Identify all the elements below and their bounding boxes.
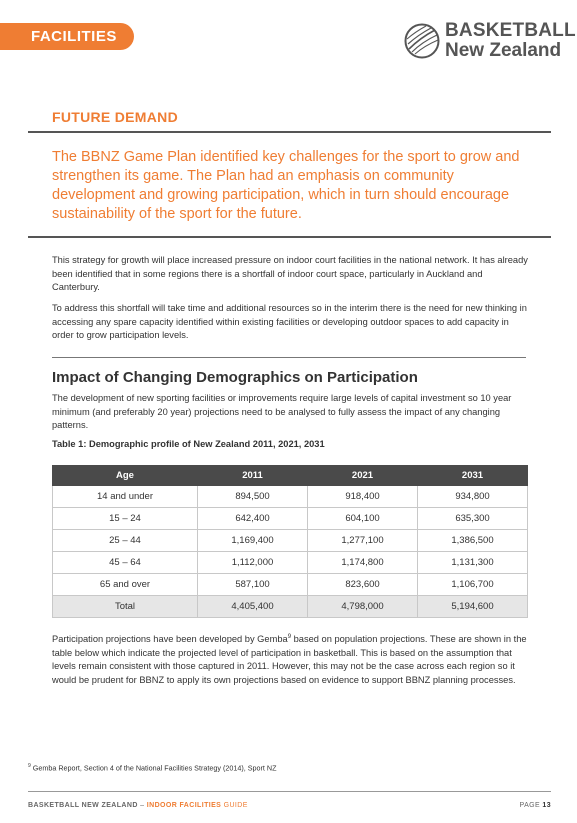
page-label: PAGE bbox=[519, 802, 543, 809]
table-caption: Table 1: Demographic profile of New Zealand 2011, 2021, 2031 bbox=[52, 439, 325, 449]
basketball-nz-logo bbox=[404, 18, 576, 66]
footnote-number: 9 bbox=[28, 763, 31, 769]
footer-org: BASKETBALL NEW ZEALAND bbox=[28, 802, 138, 809]
table-cell: 1,112,000 bbox=[198, 552, 308, 574]
header-cell: 2031 bbox=[418, 466, 528, 486]
table-cell: 15 – 24 bbox=[53, 508, 198, 530]
footnote-text: Gemba Report, Section 4 of the National Facilities Strategy (2014), Sport NZ bbox=[30, 763, 277, 773]
table-cell: 4,798,000 bbox=[308, 596, 418, 618]
subsection-body: The development of new sporting facilities or improvements require large levels of capital investment so 10 year minimum (and preferably 20 year) projections need to be analysed to fully assess the impact of any changing patterns. bbox=[52, 393, 512, 431]
table-cell: 1,169,400 bbox=[198, 530, 308, 552]
section-heading: FUTURE DEMAND bbox=[52, 109, 179, 125]
table-cell: 14 and under bbox=[53, 486, 198, 508]
table-cell: 918,400 bbox=[308, 486, 418, 508]
footer-guide: INDOOR FACILITIES bbox=[146, 802, 222, 809]
table-cell: 65 and over bbox=[53, 574, 198, 596]
table-cell: 894,500 bbox=[198, 486, 308, 508]
table-row bbox=[53, 508, 528, 530]
intro-callout: The BBNZ Game Plan identified key challenges for the sport to grow and strengthen its game. The Plan had an emphasis on community development and growing participation, which in turn should encourage sustainability of the sport for the future. bbox=[52, 149, 520, 222]
section-tab: FACILITIES bbox=[0, 23, 134, 50]
footer-rule bbox=[28, 791, 551, 792]
table-cell: 934,800 bbox=[418, 486, 528, 508]
intro-bottom-rule bbox=[28, 236, 551, 238]
table-cell: 1,106,700 bbox=[418, 574, 528, 596]
table-cell: 587,100 bbox=[198, 574, 308, 596]
table-total-row bbox=[53, 596, 528, 618]
paragraph-2: To address this shortfall will take time and additional resources so in the interim there is the need for new thinking in accessing any spare capacity identified within existing facilities or developing outdoor spaces to add capacity in order to grow participation levels. bbox=[52, 303, 527, 341]
footer-title bbox=[28, 802, 248, 809]
paragraph-1: This strategy for growth will place increased pressure on indoor court facilities in the national network. It has already been identified that in some regions there is a shortfall of indoor court space, particularly in Auckland and Canterbury. bbox=[52, 255, 528, 293]
header-cell: 2021 bbox=[308, 466, 418, 486]
table-row bbox=[53, 486, 528, 508]
table-row bbox=[53, 574, 528, 596]
demographic-table bbox=[52, 465, 528, 618]
logo-line-2: New Zealand bbox=[445, 40, 562, 61]
table-cell: 642,400 bbox=[198, 508, 308, 530]
table-row bbox=[53, 530, 528, 552]
table-row bbox=[53, 552, 528, 574]
table-cell: 1,277,100 bbox=[308, 530, 418, 552]
page-number bbox=[520, 802, 551, 809]
logo-line-1: BASKETBALL bbox=[445, 20, 576, 41]
fern-ball-icon bbox=[404, 23, 440, 59]
table-cell: Total bbox=[53, 596, 198, 618]
divider bbox=[52, 357, 526, 358]
table-cell: 4,405,400 bbox=[198, 596, 308, 618]
table-header-row bbox=[53, 466, 528, 486]
footer-separator: – bbox=[137, 802, 147, 809]
table-cell: 5,194,600 bbox=[418, 596, 528, 618]
footnote bbox=[28, 763, 276, 772]
heading-top-rule bbox=[28, 131, 551, 133]
footer-guide-suffix: GUIDE bbox=[221, 802, 248, 809]
header-cell: 2011 bbox=[198, 466, 308, 486]
table-cell: 1,386,500 bbox=[418, 530, 528, 552]
table-cell: 25 – 44 bbox=[53, 530, 198, 552]
page-number-value: 13 bbox=[542, 802, 551, 809]
table-cell: 823,600 bbox=[308, 574, 418, 596]
closing-text-end: based on population projections. These are shown in the table below which indicate the projected level of participation in basketball. This is based on the assumption that levels remain consistent with those captured in 2011. However, this may not be the case across each region so it would be prudent for BBNZ to apply its own projections based on evidence to support BBNZ planning processes. bbox=[52, 634, 527, 685]
header-cell: Age bbox=[53, 466, 198, 486]
table-cell: 45 – 64 bbox=[53, 552, 198, 574]
table-cell: 604,100 bbox=[308, 508, 418, 530]
subsection-title: Impact of Changing Demographics on Participation bbox=[52, 369, 418, 386]
table-cell: 1,131,300 bbox=[418, 552, 528, 574]
table-cell: 1,174,800 bbox=[308, 552, 418, 574]
footnote-reference[interactable]: 9 bbox=[287, 634, 292, 640]
closing-text-start: Participation projections have been developed by Gemba bbox=[52, 634, 288, 645]
closing-paragraph bbox=[52, 631, 528, 687]
table-cell: 635,300 bbox=[418, 508, 528, 530]
